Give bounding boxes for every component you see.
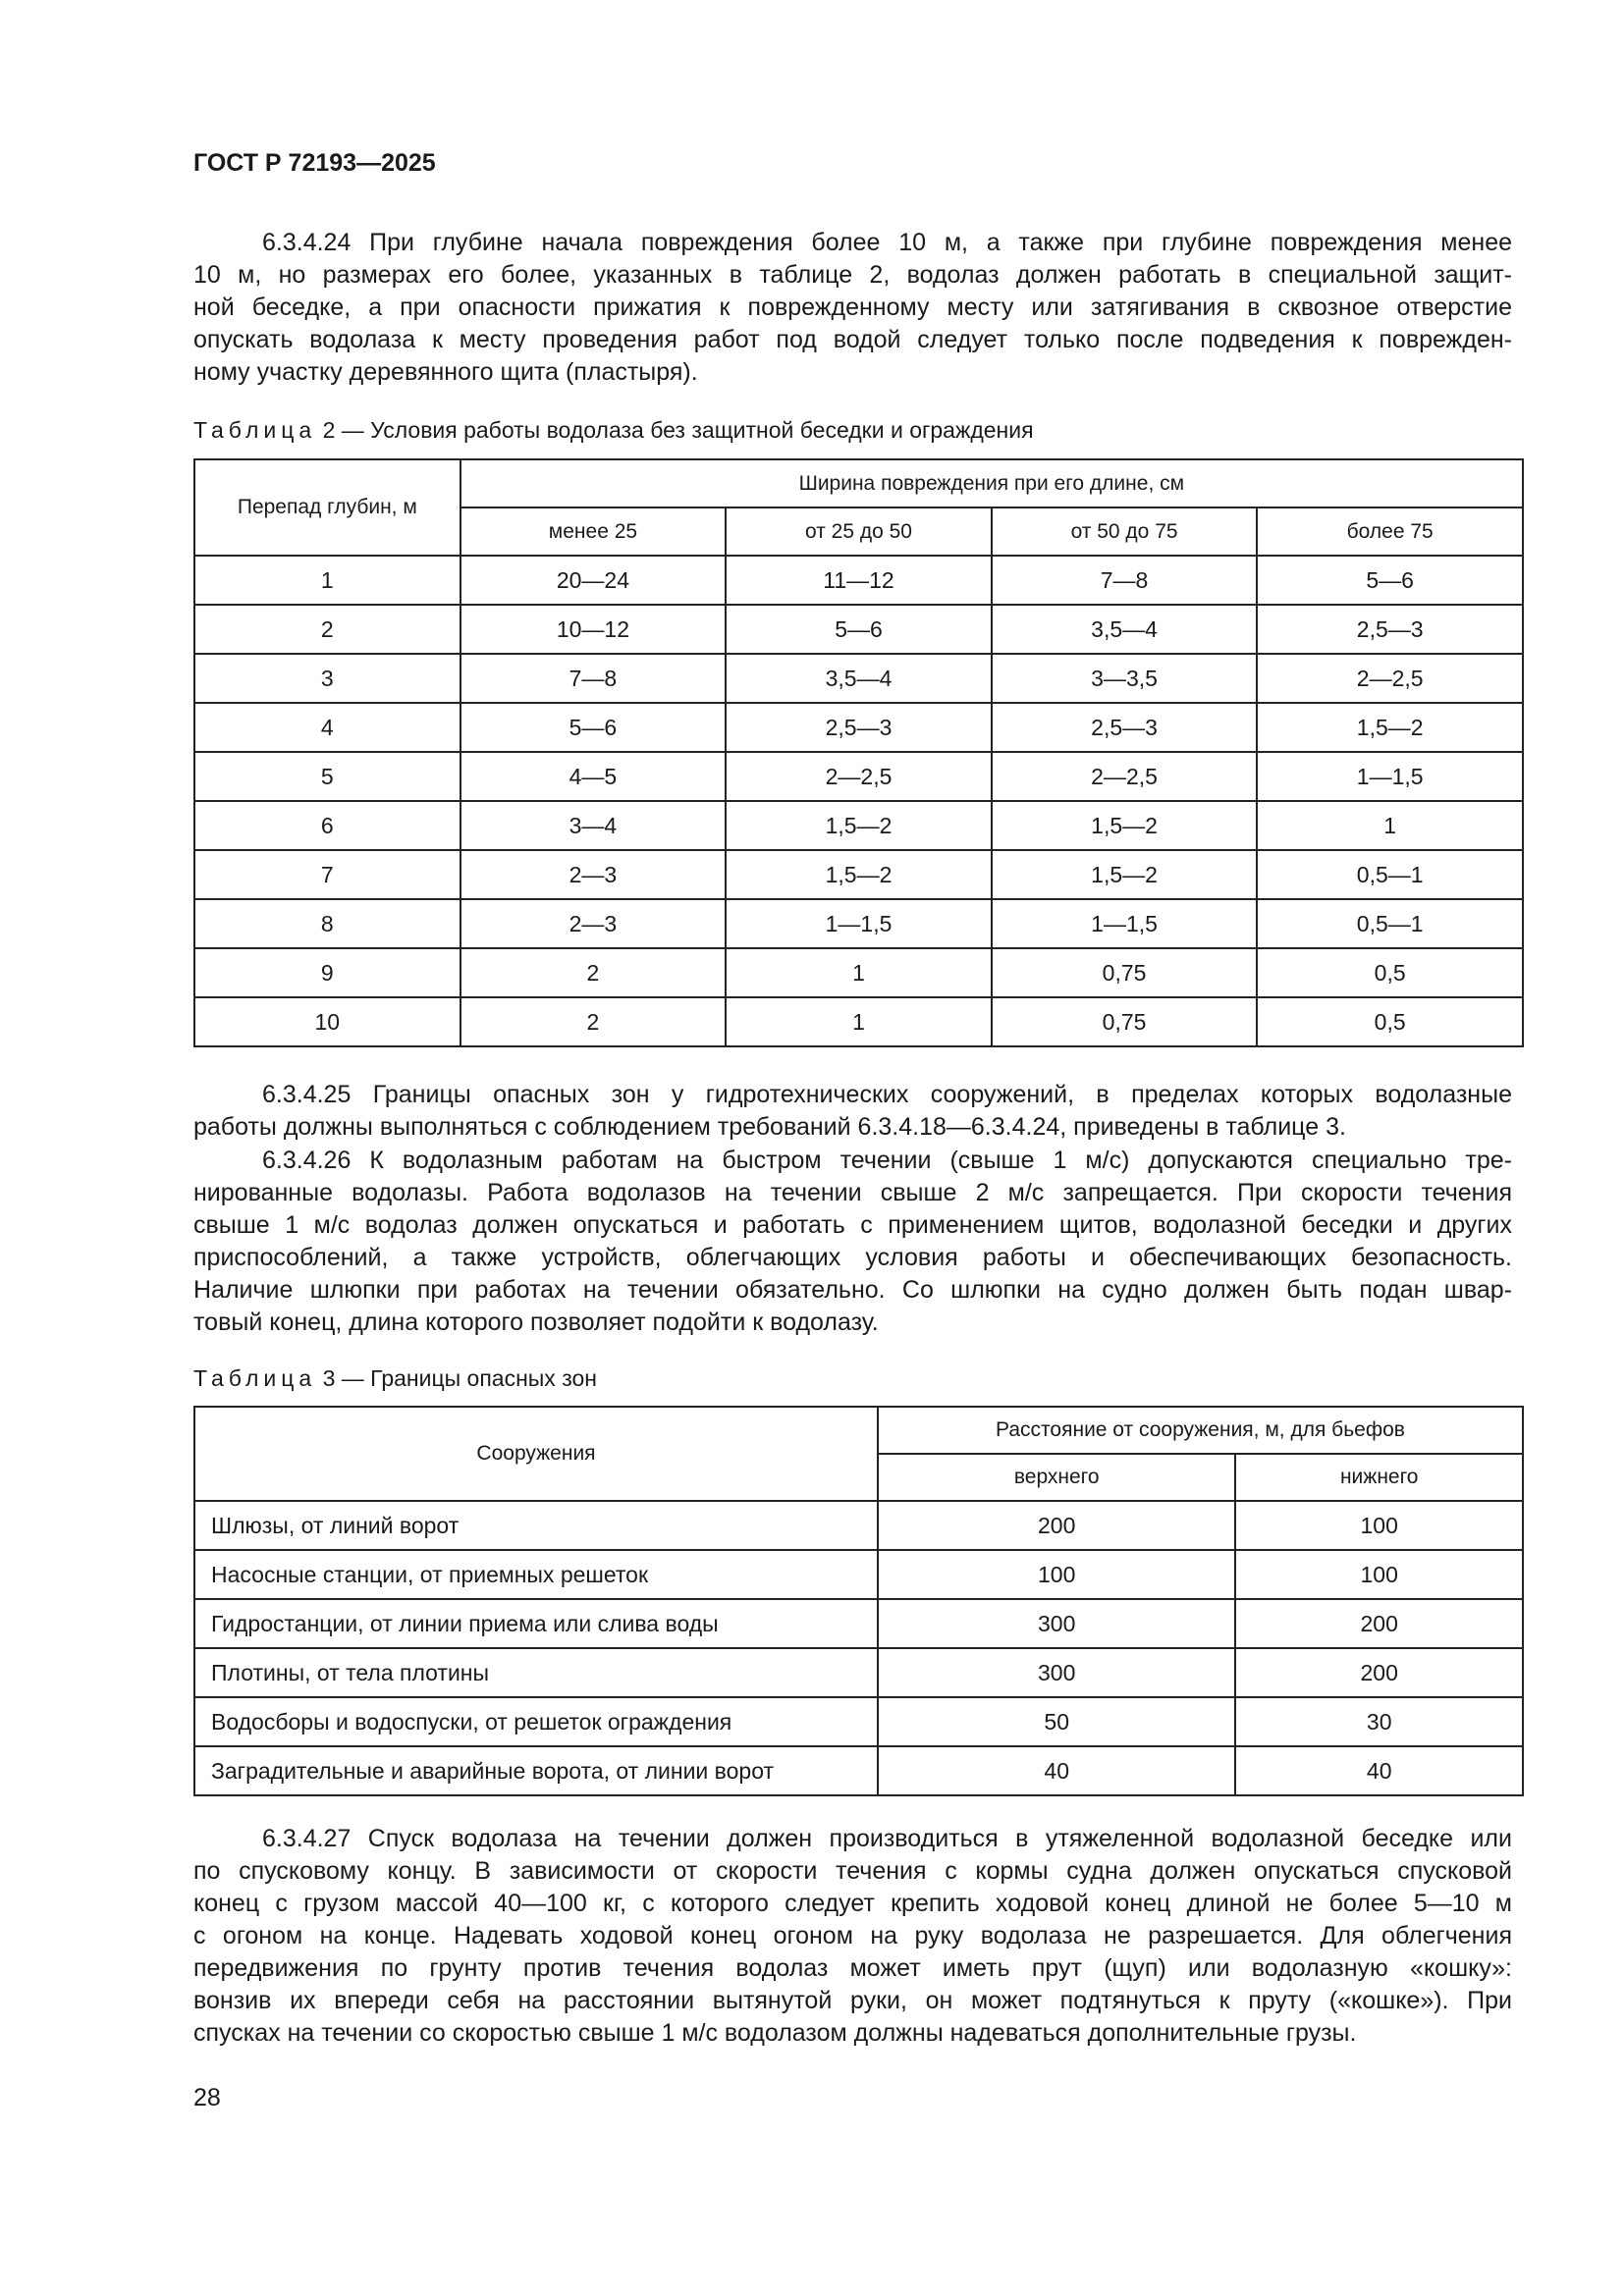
paragraph-6-3-4-26 — [193, 1145, 1512, 1339]
document-header: ГОСТ Р 72193—2025 — [193, 149, 436, 177]
text-line: работы должны выполняться с соблюдением требований 6.3.4.18—6.3.4.24, приведены в таблице 3. — [193, 1113, 1346, 1141]
table-2 — [193, 458, 1524, 1047]
table-cell: 5—6 — [726, 605, 992, 654]
table-cell: 100 — [878, 1550, 1235, 1599]
table-cell: 1,5—2 — [992, 801, 1258, 850]
table-cell: 7—8 — [460, 654, 727, 703]
table-2-header-width-group: Ширина повреждения при его длине, см — [460, 459, 1523, 507]
table-cell: 100 — [1235, 1501, 1523, 1550]
table-row — [194, 948, 1523, 997]
table-row — [194, 1550, 1523, 1599]
caption-label: Таблица — [193, 417, 317, 443]
table-cell: 6 — [194, 801, 460, 850]
table-cell: 1—1,5 — [1257, 752, 1523, 801]
table-cell: 2—3 — [460, 850, 727, 899]
table-2-caption — [193, 417, 1034, 444]
table-3-header-structures: Сооружения — [194, 1407, 878, 1501]
table-row — [194, 899, 1523, 948]
table-cell: 5—6 — [1257, 556, 1523, 605]
text-line: 6.3.4.27 Спуск водолаза на течении должен производиться в утяжеленной водолазной беседке или — [262, 1825, 1512, 1852]
table-row — [194, 1501, 1523, 1550]
table-cell: 1—1,5 — [992, 899, 1258, 948]
table-cell: 1 — [194, 556, 460, 605]
table-cell: 0,5—1 — [1257, 899, 1523, 948]
table-cell: 0,5 — [1257, 948, 1523, 997]
table-row — [194, 703, 1523, 752]
table-row — [194, 1746, 1523, 1795]
table-cell: 5—6 — [460, 703, 727, 752]
caption-label: Таблица — [193, 1365, 317, 1391]
text-line: спусках на течении со скоростью свыше 1 м/с водолазом должны надеваться дополнительные грузы. — [193, 2019, 1357, 2047]
table-cell: 0,75 — [992, 997, 1258, 1046]
table-cell: Гидростанции, от линии приема или слива воды — [194, 1599, 878, 1648]
table-row — [194, 1599, 1523, 1648]
table-cell: 40 — [1235, 1746, 1523, 1795]
table-2-header-depth: Перепад глубин, м — [194, 459, 460, 556]
text-line: 6.3.4.24 При глубине начала повреждения более 10 м, а также при глубине повреждения менее — [262, 229, 1512, 256]
table-cell: 2—3 — [460, 899, 727, 948]
table-cell: 5 — [194, 752, 460, 801]
table-cell: 1 — [726, 997, 992, 1046]
table-cell: Заградительные и аварийные ворота, от линии ворот — [194, 1746, 878, 1795]
text-line: по спусковому концу. В зависимости от скорости течения с кормы судна должен опускаться спусковой — [193, 1857, 1512, 1885]
table-cell: 200 — [1235, 1648, 1523, 1697]
table-cell: 1—1,5 — [726, 899, 992, 948]
table-cell: 2 — [460, 948, 727, 997]
table-cell: 30 — [1235, 1697, 1523, 1746]
table-cell: 10—12 — [460, 605, 727, 654]
table-3-subheader-upper: верхнего — [878, 1454, 1235, 1501]
table-row — [194, 1697, 1523, 1746]
table-cell: 7 — [194, 850, 460, 899]
paragraph-6-3-4-24 — [193, 227, 1512, 389]
table-cell: Насосные станции, от приемных решеток — [194, 1550, 878, 1599]
table-cell: 9 — [194, 948, 460, 997]
text-line: товый конец, длина которого позволяет подойти к водолазу. — [193, 1308, 879, 1336]
table-cell: 0,75 — [992, 948, 1258, 997]
text-line: свыше 1 м/с водолаз должен опускаться и работать с применением щитов, водолазной беседки и других — [193, 1211, 1512, 1239]
text-line: с огоном на конце. Надевать ходовой конец огоном на руку водолаза не разрешается. Для облегчения — [193, 1922, 1512, 1949]
table-cell: 4 — [194, 703, 460, 752]
table-2-subheader: более 75 — [1257, 507, 1523, 556]
table-3-subheader-lower: нижнего — [1235, 1454, 1523, 1501]
table-cell: 3,5—4 — [992, 605, 1258, 654]
table-cell: 3—3,5 — [992, 654, 1258, 703]
text-line: опускать водолаза к месту проведения работ под водой следует только после подведения к поврежден- — [193, 326, 1512, 353]
text-line: нированные водолазы. Работа водолазов на течении свыше 2 м/с запрещается. При скорости течения — [193, 1179, 1512, 1206]
table-cell: 2 — [460, 997, 727, 1046]
text-line: ной беседке, а при опасности прижатия к поврежденному месту или затягивания в сквозное отверстие — [193, 294, 1512, 321]
table-cell: 300 — [878, 1648, 1235, 1697]
table-cell: 1,5—2 — [726, 850, 992, 899]
text-line: 6.3.4.25 Границы опасных зон у гидротехнических сооружений, в пределах которых водолазные — [262, 1081, 1512, 1108]
page-number: 28 — [193, 2084, 221, 2111]
table-2-subheader: от 50 до 75 — [992, 507, 1258, 556]
table-row — [194, 997, 1523, 1046]
table-row — [194, 605, 1523, 654]
table-row — [194, 556, 1523, 605]
table-cell: 3,5—4 — [726, 654, 992, 703]
table-row — [194, 801, 1523, 850]
table-cell: Плотины, от тела плотины — [194, 1648, 878, 1697]
text-line: конец с грузом массой 40—100 кг, с которого следует крепить ходовой конец длиной не более 5—10 м — [193, 1890, 1512, 1917]
table-cell: 2,5—3 — [992, 703, 1258, 752]
table-row — [194, 850, 1523, 899]
table-cell: 2 — [194, 605, 460, 654]
table-cell: 2,5—3 — [726, 703, 992, 752]
table-cell: 200 — [878, 1501, 1235, 1550]
table-row — [194, 1648, 1523, 1697]
table-2-subheader: от 25 до 50 — [726, 507, 992, 556]
caption-text: 3 — Границы опасных зон — [316, 1365, 597, 1391]
table-cell: 2,5—3 — [1257, 605, 1523, 654]
table-cell: 1,5—2 — [726, 801, 992, 850]
table-cell: 1 — [726, 948, 992, 997]
table-cell: 8 — [194, 899, 460, 948]
table-cell: 1,5—2 — [1257, 703, 1523, 752]
table-cell: 0,5—1 — [1257, 850, 1523, 899]
table-cell: 7—8 — [992, 556, 1258, 605]
table-cell: Шлюзы, от линий ворот — [194, 1501, 878, 1550]
table-cell: 100 — [1235, 1550, 1523, 1599]
table-cell: 1 — [1257, 801, 1523, 850]
table-cell: 0,5 — [1257, 997, 1523, 1046]
table-cell: 3—4 — [460, 801, 727, 850]
table-cell: 2—2,5 — [726, 752, 992, 801]
table-cell: 20—24 — [460, 556, 727, 605]
table-row — [194, 654, 1523, 703]
table-cell: 200 — [1235, 1599, 1523, 1648]
table-3 — [193, 1406, 1524, 1796]
text-line: вонзив их впереди себя на расстоянии вытянутой руки, он может подтянуться к пруту («кошке»). При — [193, 1987, 1512, 2014]
table-cell: 300 — [878, 1599, 1235, 1648]
text-line: ному участку деревянного щита (пластыря). — [193, 358, 698, 386]
table-cell: 2—2,5 — [992, 752, 1258, 801]
table-cell: 2—2,5 — [1257, 654, 1523, 703]
text-line: приспособлений, а также устройств, облегчающих условия работы и обеспечивающих безопасность. — [193, 1244, 1512, 1271]
table-cell: 3 — [194, 654, 460, 703]
caption-text: 2 — Условия работы водолаза без защитной беседки и ограждения — [316, 417, 1034, 443]
table-row — [194, 752, 1523, 801]
table-3-caption — [193, 1365, 597, 1392]
table-cell: 10 — [194, 997, 460, 1046]
table-cell: 4—5 — [460, 752, 727, 801]
text-line: 6.3.4.26 К водолазным работам на быстром течении (свыше 1 м/с) допускаются специально тре- — [262, 1147, 1512, 1174]
paragraph-6-3-4-25 — [193, 1079, 1512, 1144]
table-cell: 11—12 — [726, 556, 992, 605]
text-line: передвижения по грунту против течения водолаз может иметь прут (щуп) или водолазную «кошку»: — [193, 1954, 1512, 1982]
table-cell: Водосборы и водоспуски, от решеток ограждения — [194, 1697, 878, 1746]
table-2-subheader: менее 25 — [460, 507, 727, 556]
text-line: 10 м, но размерах его более, указанных в таблице 2, водолаз должен работать в специальной защит- — [193, 261, 1512, 289]
table-3-header-distance-group: Расстояние от сооружения, м, для бьефов — [878, 1407, 1523, 1454]
paragraph-6-3-4-27 — [193, 1823, 1512, 2050]
table-cell: 40 — [878, 1746, 1235, 1795]
table-cell: 1,5—2 — [992, 850, 1258, 899]
text-line: Наличие шлюпки при работах на течении обязательно. Со шлюпки на судно должен быть подан швар- — [193, 1276, 1512, 1304]
table-cell: 50 — [878, 1697, 1235, 1746]
